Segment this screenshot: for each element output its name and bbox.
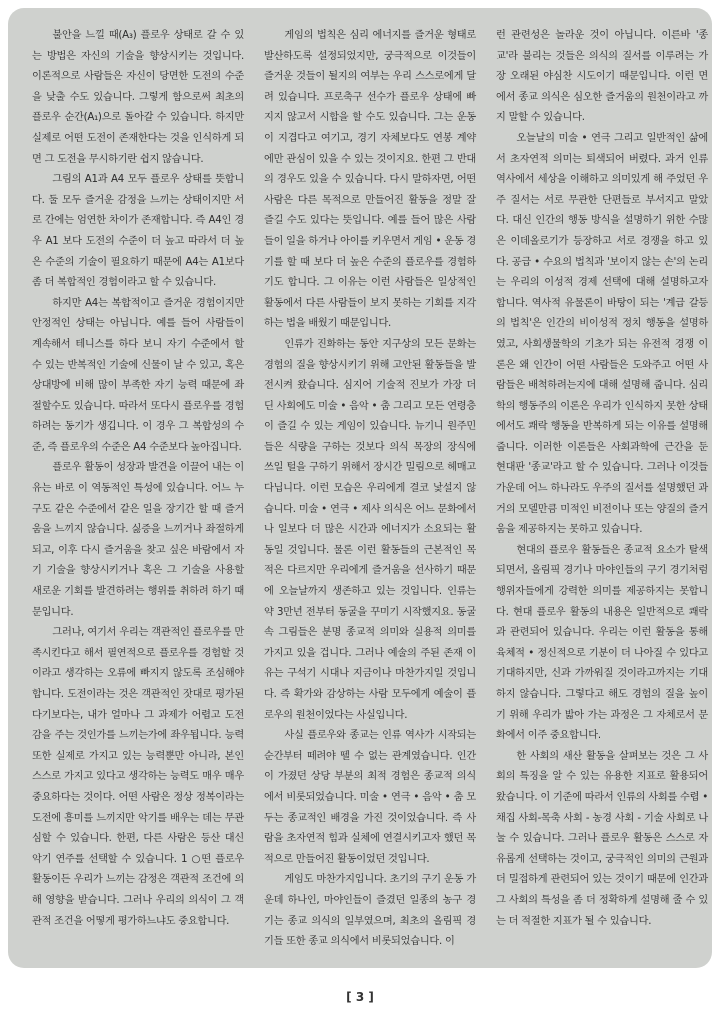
text-column-3 [496, 26, 708, 932]
text-column-2 [264, 26, 476, 953]
paragraph: 게임도 마찬가지입니다. 초기의 구기 운동 가운데 하나인, 마야인들이 즐겼던 일종의 농구 경기는 종교 의식의 일부였으며, 최초의 올림픽 경기들 또한 종교 의식에서 비롯되었습니다. 이 [264, 874, 476, 948]
paragraph: 플로우 활동이 성장과 발견을 이끌어 내는 이유는 바로 이 역동적인 특성에 있습니다. 어느 누구도 같은 수준에서 같은 일을 장기간 할 때 즐거움을 느끼지 않습니다. 싫증을 느끼거나 좌절하게 되고, 이후 다시 즐거움을 찾고 싶은 바람에서 자기 기술을 향상시키거나 혹은 그 기술을 사용할 새로운 기회를 발견하려는 행위를 취하려 하기 때문입니다. [32, 462, 244, 618]
paragraph: 한 사회의 새산 활동을 살펴보는 것은 그 사회의 특징을 알 수 있는 유용한 지표로 활용되어 왔습니다. 이 기준에 따라서 인류의 사회를 수렵 • 채집 사회-목축 사회 - 농경 사회 - 기술 사회로 나눌 수 있습니다. 그러나 플로우 활동은 스스로 자유롭게 선택하는 것이고, 궁극적인 의미의 근원과 더 밀접하게 관련되어 있는 것이기 때문에 인간과 그 사회의 특성을 좀 더 정확하게 설명해 줄 수 있는 더 적절한 지표가 될 수 있습니다. [496, 750, 708, 927]
paragraph: 하지만 A4는 복합적이고 즐거운 경험이지만 안정적인 상태는 아닙니다. 예를 들어 사람들이 계속해서 테니스를 하다 보니 자기 수준에서 할 수 있는 반복적인 기술에 신물이 날 수 있고, 혹은 상대방에 비해 많이 부족한 자기 능력 때문에 좌절할수도 있습니다. 따라서 또다시 플로우를 경험하려는 동기가 생깁니다. 이 경우 그 복합성의 수준, 즉 플로우의 수준은 A4 수준보다 높아집니다. [32, 297, 244, 453]
paragraph: 그림의 A1과 A4 모두 플로우 상태를 뜻합니다. 둘 모두 즐거운 감정을 느끼는 상태이지만 서로 간에는 엄연한 차이가 존재합니다. 즉 A4인 경우 A1 보다 도전의 수준이 더 높고 따라서 더 높은 수준의 기술이 필요하기 때문에 A4는 A1보다 좀 더 복합적인 경험이라고 할 수 있습니다. [32, 174, 244, 289]
paragraph: 런 관련성은 놀라운 것이 아닙니다. 이른바 '종교'라 불리는 것들은 의식의 질서를 이루려는 가장 오래된 야심찬 시도이기 때문입니다. 이런 면에서 종교 의식은 심오한 즐거움의 원천이라고 까지 말할 수 있습니다. [496, 30, 708, 124]
paragraph: 현대의 플로우 활동들은 종교적 요소가 탈색되면서, 올림픽 경기나 마야인들의 구기 경기처럼 행위자들에게 강력한 의미를 제공하지는 못합니다. 현대 플로우 활동의 내용은 일반적으로 쾌락과 관련되어 있습니다. 우리는 이런 활동을 통해 육체적 • 정신적으로 기분이 더 나아질 수 있다고 기대하지만, 신과 가까워질 것이라고까지는 기대하지 않습니다. 그렇다고 해도 경험의 질을 높이기 위해 우리가 밟아 가는 과정은 그 자체로서 문화에서 이주 중요합니다. [496, 544, 708, 742]
page-number: [ 3 ] [346, 990, 374, 1004]
paragraph: 그러나, 여기서 우리는 객관적인 플로우를 만족시킨다고 해서 필연적으로 플로우를 경험할 것이라고 생각하는 오류에 빠지지 않도록 조심해야 합니다. 도전이라는 것은 객관적인 잣대로 평가된다기보다는, 내가 얼마나 그 과제가 어렵고 도전감을 주는 것인가를 느끼는가에 좌우됩니다. 능력 또한 실제로 가지고 있는 능력뿐만 아니라, 본인 스스로 가지고 있다고 생각하는 능력도 매우 매우중요하다는 것이다. 어떤 사람은 정상 정복이라는 도전에 흥미를 느끼지만 악기를 배우는 데는 무관심할 수 있습니다. 한편, 다른 사람은 등산 대신 악기 연주를 선택할 수 있습니다. 1 ○떤 플로우 활동이든 우리가 느끼는 감정은 객관적 조건에 의해 영향을 받습니다. 그러나 우리의 의식이 그 객관적 조건을 어떻게 평가하느냐도 중요합니다. [32, 627, 244, 927]
paragraph: 게임의 법칙은 심리 에너지를 즐거운 형태로 발산하도록 설정되었지만, 궁극적으로 이것들이 즐거운 것들이 될지의 여부는 우리 스스로에게 달려 있습니다. 프로축구 선수가 플로우 상태에 빠지지 않고서 시합을 할 수도 있습니다. 그는 운동이 지겹다고 여기고, 경기 자체보다도 연봉 계약에만 관심이 있을 수 있는 것이지요. 한편 그 반대의 경우도 있을 수 있습니다. 다시 말하자면, 어떤 사람은 다른 목적으로 만들어진 활동을 정말 잘 즐길 수도 있다는 뜻입니다. 예를 들어 많은 사람들이 일을 하거나 아이를 키우면서 게임 • 운동 경기를 할 때 보다 더 높은 수준의 플로우를 경험하기도 합니다. 그 이유는 이런 사람들은 일상적인 활동에서 다른 사람들이 보지 못하는 기회를 지각하는 법을 배웠기 때문입니다. [264, 30, 476, 330]
paragraph: 사실 플로우와 종교는 인류 역사가 시작되는 순간부터 떼려야 뗄 수 없는 관계였습니다. 인간이 가졌던 상당 부분의 최적 경험은 종교적 의식에서 비롯되었습니다. 미술 • 연극 • 음악 • 춤 모두는 종교적인 배경을 가진 것이었습니다. 즉 사람을 초자연적 힘과 실체에 연결시키고자 했던 목적으로 만들어진 활동이었던 것입니다. [264, 730, 476, 865]
paragraph: 오늘날의 미술 • 연극 그리고 일반적인 삶에서 초자연적 의미는 퇴색되어 버렸다. 과거 인류 역사에서 세상을 이해하고 의미있게 해 주었던 우주 질서는 서로 무관한 단편들로 부서지고 말았다. 대신 인간의 행동 방식을 설명하기 위한 수많은 이데올로기가 등장하고 서로 경쟁을 하고 있다. 공급 • 수요의 법칙과 '보이지 않는 손'의 논리는 우리의 이성적 경제 선택에 대해 설명하고자 합니다. 역사적 유물론이 바탕이 되는 '계급 갈등의 법칙'은 인간의 비이성적 정치 행동을 설명하였고, 사회생물학의 기초가 되는 유전적 경쟁 이론은 왜 인간이 어떤 사람들은 도와주고 어떤 사람들은 배척하려는지에 대해 설명해 줍니다. 심리학의 행동주의 이론은 우리가 인식하지 못한 상태에서도 쾌락 행동을 반복하게 되는 이유를 설명해 줍니다. 이러한 이론들은 사회과학에 근간을 둔 현대판 '종교'라고 할 수 있습니다. 그러나 이것들 가운데 어느 하나라도 우주의 질서를 설명했던 과거의 모델만큼 미적인 비전이나 또는 양질의 즐거움을 제공하지는 못하고 있습니다. [496, 132, 708, 536]
paragraph: 인류가 진화하는 동안 지구상의 모든 문화는 경험의 질을 향상시키기 위해 고안된 활동들을 발전시켜 왔습니다. 심지어 기술적 진보가 가장 더딘 사회에도 미술 • 음악 • 춤 그리고 모든 연령층이 즐길 수 있는 게임이 있습니다. 뉴기니 원주민들은 식량을 구하는 것보다 의식 목장의 장식에 쓰일 털을 구하기 위해서 장시간 밀림으로 헤매고 다닙니다. 이런 모습은 우리에게 결코 낯설지 않습니다. 미술 • 연극 • 제사 의식은 어느 문화에서나 일보다 더 많은 시간과 에너지가 소요되는 활동일 것입니다. 물론 이런 활동들의 근본적인 목적은 다르지만 우리에게 즐거움을 선사하기 때문에 오늘날까지 생존하고 있는 것입니다. 인류는 약 3만년 전부터 동굴을 꾸미기 시작했지요. 동굴 속 그림들은 분명 종교적 의미와 실용적 의미를 가지고 있을 겁니다. 그러나 예술의 주된 존재 이유는 구석기 시대나 지금이나 마찬가지일 것입니다. 즉 확가와 감상하는 사람 모두에게 예술이 플로우의 원천이었다는 사실입니다. [264, 338, 476, 721]
paragraph: 불안을 느낄 때(A₃) 플로우 상태로 갈 수 있는 방법은 자신의 기술을 향상시키는 것입니다. 이론적으로 사람들은 자신이 당면한 도전의 수준을 낮출 수도 있습니다. 그렇게 함으로써 최초의 플로우 순간(A₁)으로 돌아갈 수 있습니다. 하지만 실제로 어떤 도전이 존재한다는 것을 인식하게 되면 그 도전을 무시하기란 쉽지 않습니다. [32, 30, 244, 165]
text-panel [8, 8, 712, 968]
text-column-1 [32, 26, 244, 932]
